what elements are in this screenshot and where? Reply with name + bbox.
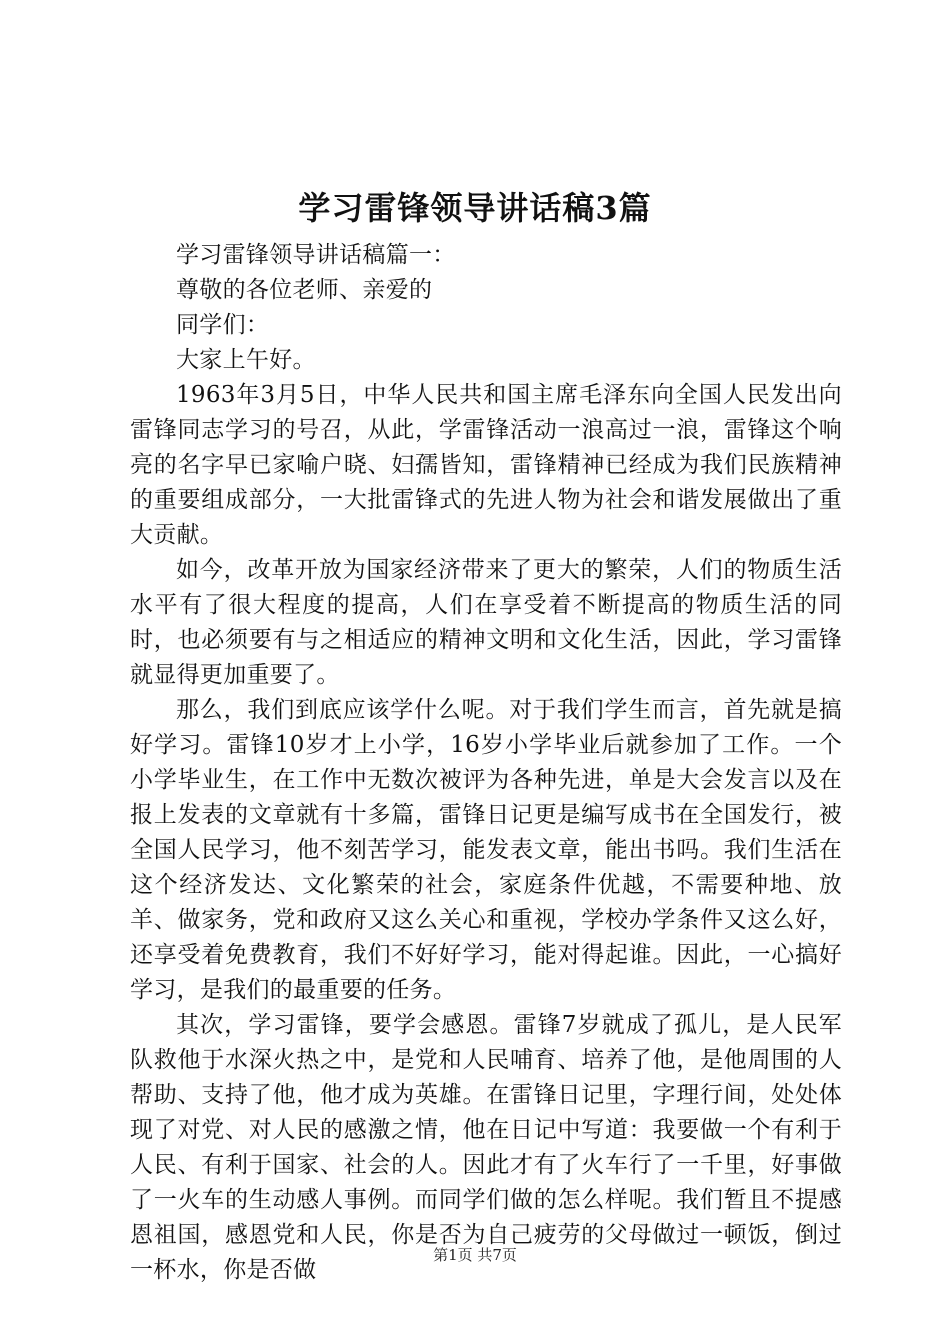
salutation-line: 尊敬的各位老师、亲爱的: [176, 277, 433, 303]
section-heading: 学习雷锋领导讲话稿篇一：: [176, 242, 456, 268]
body-paragraph: 其次，学习雷锋，要学会感恩。雷锋7岁就成了孤儿，是人民军队救他于水深火热之中，是党和人民哺育、培养了他，是他周围的人帮助、支持了他，他才成为英雄。在雷锋日记里，字理行间，处处体现了对党、对人民的感激之情，他在日记中写道：我要做一个有利于人民、有利于国家、社会的人。因此才有了火车行了一千里，好事做了一火车的生动感人事例。而同学们做的怎么样呢。我们暂且不提感恩祖国，感恩党和人民，你是否为自己疲劳的父母做过一顿饭，倒过一杯水，你是否做: [130, 1012, 842, 1283]
salutation-line: 同学们：: [176, 312, 270, 338]
page-number-footer: 第1页 共7页: [433, 1246, 517, 1264]
body-paragraph: 如今，改革开放为国家经济带来了更大的繁荣，人们的物质生活水平有了很大程度的提高，人们在享受着不断提高的物质生活的同时，也必须要有与之相适应的精神文明和文化生活，因此，学习雷锋就显得更加重要了。: [130, 557, 842, 688]
document-title: 学习雷锋领导讲话稿3篇: [298, 189, 652, 227]
greeting-line: 大家上午好。: [176, 347, 316, 373]
body-paragraph: 1963年3月5日，中华人民共和国主席毛泽东向全国人民发出向雷锋同志学习的号召，从此，学雷锋活动一浪高过一浪，雷锋这个响亮的名字早已家喻户晓、妇孺皆知，雷锋精神已经成为我们民族精神的重要组成部分，一大批雷锋式的先进人物为社会和谐发展做出了重大贡献。: [130, 382, 842, 548]
body-paragraph: 那么，我们到底应该学什么呢。对于我们学生而言，首先就是搞好学习。雷锋10岁才上小学，16岁小学毕业后就参加了工作。一个小学毕业生，在工作中无数次被评为各种先进，单是大会发言以及在报上发表的文章就有十多篇，雷锋日记更是编写成书在全国发行，被全国人民学习，他不刻苦学习，能发表文章，能出书吗。我们生活在这个经济发达、文化繁荣的社会，家庭条件优越，不需要种地、放羊、做家务，党和政府又这么关心和重视，学校办学条件又这么好，还享受着免费教育，我们不好好学习，能对得起谁。因此，一心搞好学习，是我们的最重要的任务。: [130, 697, 842, 1003]
document-body: [130, 238, 842, 1288]
